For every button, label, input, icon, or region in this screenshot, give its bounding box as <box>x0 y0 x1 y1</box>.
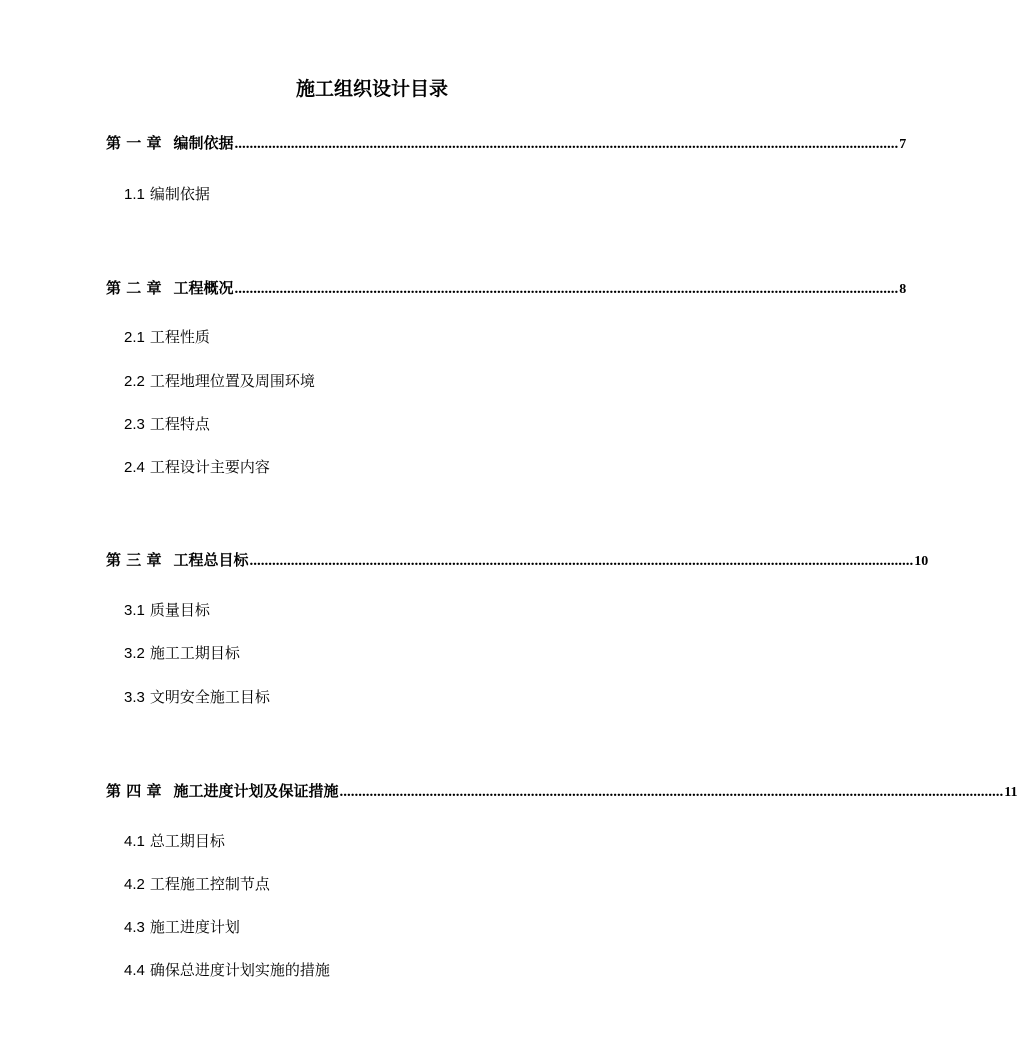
section-title: 编制依据 <box>149 185 210 203</box>
section-title: 质量目标 <box>149 601 210 619</box>
toc-chapter[interactable] <box>106 549 929 570</box>
section-title: 施工工期目标 <box>149 644 240 662</box>
section-title: 工程施工控制节点 <box>149 875 270 893</box>
chapter-number: 第 三 章 <box>106 551 162 569</box>
chapter-title: 编制依据 <box>173 134 234 152</box>
toc-section[interactable] <box>124 599 210 620</box>
section-title: 文明安全施工目标 <box>149 688 270 706</box>
toc-section[interactable] <box>124 873 270 894</box>
toc-section[interactable] <box>124 326 210 347</box>
section-number: 4.4 <box>124 962 145 979</box>
section-number: 4.1 <box>124 833 145 850</box>
dot-leader: ................................................................................................................................................................................. <box>249 553 914 569</box>
section-number: 2.1 <box>124 329 145 346</box>
section-number: 3.3 <box>124 689 145 706</box>
section-title: 确保总进度计划实施的措施 <box>149 961 330 979</box>
toc-chapter[interactable] <box>106 780 1017 801</box>
section-title: 工程性质 <box>149 328 210 346</box>
chapter-page-number: 8 <box>899 282 907 297</box>
toc-chapter[interactable] <box>106 132 907 153</box>
section-number: 3.2 <box>124 645 145 662</box>
chapter-page-number: 7 <box>899 137 907 152</box>
section-title: 总工期目标 <box>149 832 225 850</box>
toc-section[interactable] <box>124 642 240 663</box>
section-title: 工程特点 <box>149 415 210 433</box>
toc-section[interactable] <box>124 916 240 937</box>
toc-section[interactable] <box>124 370 315 391</box>
chapter-title: 工程概况 <box>173 279 234 297</box>
section-title: 工程地理位置及周围环境 <box>149 372 315 390</box>
toc-section[interactable] <box>124 830 225 851</box>
chapter-number: 第 四 章 <box>106 782 162 800</box>
section-number: 2.2 <box>124 373 145 390</box>
chapter-title: 工程总目标 <box>173 551 249 569</box>
page-title: 施工组织设计目录 <box>295 78 448 100</box>
section-number: 4.3 <box>124 919 145 936</box>
chapter-title: 施工进度计划及保证措施 <box>173 782 339 800</box>
section-number: 2.3 <box>124 416 145 433</box>
chapter-number: 第 二 章 <box>106 279 162 297</box>
toc-section[interactable] <box>124 959 330 980</box>
toc-section[interactable] <box>124 456 270 477</box>
dot-leader: ................................................................................................................................................................................. <box>234 136 899 152</box>
section-title: 工程设计主要内容 <box>149 458 270 476</box>
section-number: 2.4 <box>124 459 145 476</box>
chapter-number: 第 一 章 <box>106 134 162 152</box>
toc-section[interactable] <box>124 413 210 434</box>
toc-chapter[interactable] <box>106 277 907 298</box>
dot-leader: ................................................................................................................................................................................. <box>339 784 1004 800</box>
section-number: 4.2 <box>124 876 145 893</box>
toc-section[interactable] <box>124 686 270 707</box>
dot-leader: ................................................................................................................................................................................. <box>234 281 899 297</box>
section-number: 3.1 <box>124 602 145 619</box>
chapter-page-number: 11 <box>1004 785 1017 800</box>
section-number: 1.1 <box>124 186 145 203</box>
toc-section[interactable] <box>124 183 210 204</box>
section-title: 施工进度计划 <box>149 918 240 936</box>
chapter-page-number: 10 <box>914 554 929 569</box>
